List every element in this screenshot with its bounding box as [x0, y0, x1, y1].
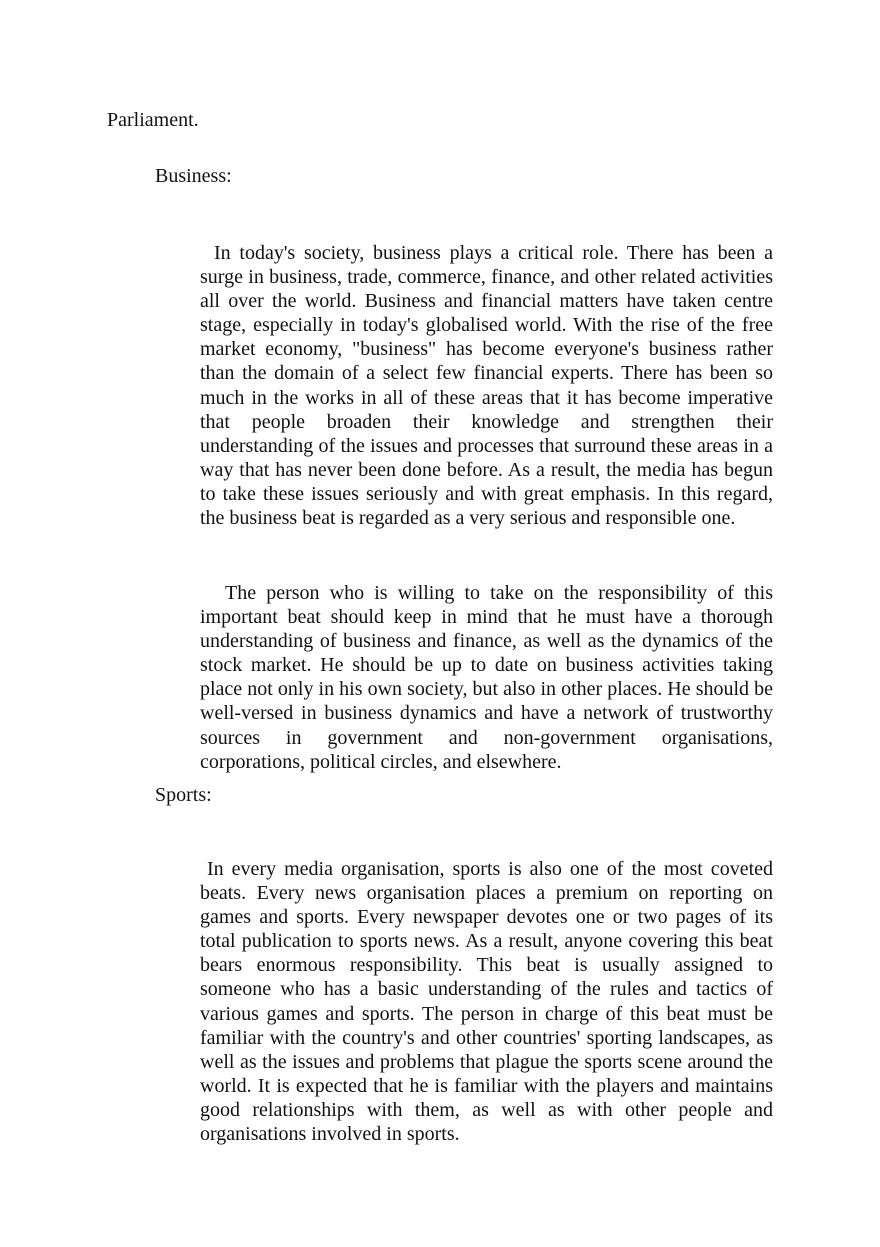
sports-paragraph-1: In every media organisation, sports is also one of the most coveted beats. Every news organisation places a premium on reporting on games and sports. Every newspaper devotes one or two pages of its total publication to sports news. As a result, anyone covering this beat bears enormous responsibility. This beat is usually assigned to someone who has a basic understanding of the rules and tactics of various games and sports. The person in charge of this beat must be familiar with the country's and other countries' sporting landscapes, as well as the issues and problems that plague the sports scene around the world. It is expected that he is familiar with the players and maintains good relationships with them, as well as with other people and organisations involved in sports.: [200, 858, 773, 1146]
section-heading-sports: Sports:: [155, 784, 212, 806]
section-heading-business: Business:: [155, 165, 232, 187]
business-paragraph-2: The person who is willing to take on the responsibility of this important beat should keep in mind that he must have a thorough understanding of business and finance, as well as the dynamics of the stock market. He should be up to date on business activities taking place not only in his own society, but also in other places. He should be well-versed in business dynamics and have a network of trustworthy sources in government and non-government organisations, corporations, political circles, and elsewhere.: [200, 582, 773, 773]
business-paragraph-1: In today's society, business plays a critical role. There has been a surge in business, trade, commerce, finance, and other related activities all over the world. Business and financial matters have taken centre stage, especially in today's globalised world. With the rise of the free market economy, "business" has become everyone's business rather than the domain of a select few financial experts. There has been so much in the works in all of these areas that it has become imperative that people broaden their knowledge and strengthen their understanding of the issues and processes that surround these areas in a way that has never been done before. As a result, the media has begun to take these issues seriously and with great emphasis. In this regard, the business beat is regarded as a very serious and responsible one.: [200, 242, 773, 530]
continued-text: Parliament.: [107, 109, 199, 131]
